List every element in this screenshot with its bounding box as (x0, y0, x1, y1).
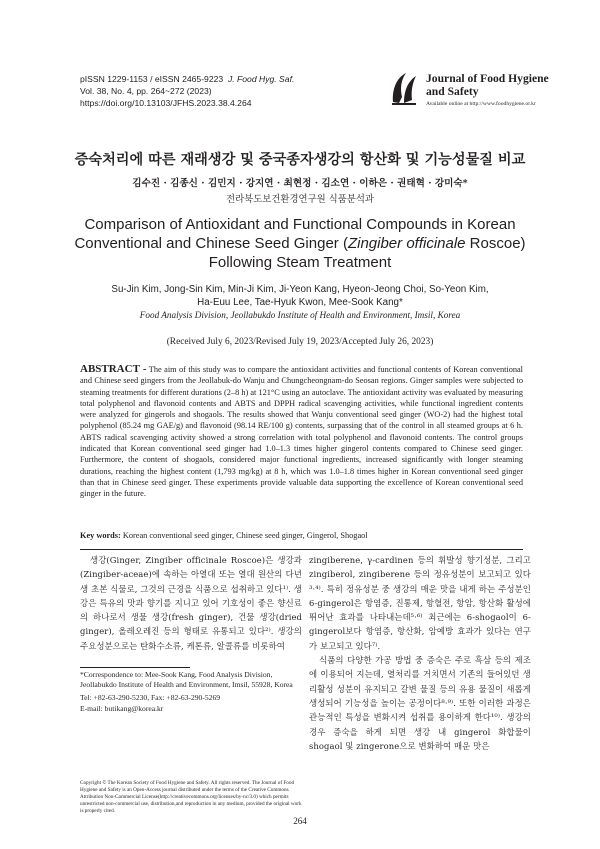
body-paragraph: zingiberene, γ-cardinen 등의 휘발성 향기성분, 그리고 zingiberol, zingiberene 등의 정유성분이 보고되고 있다³·⁴⁾. 특히 정유성분 중 생강의 매운 맛을 내게 하는 주성분인 6-gingerol은 항염증, 진통제, 항혈전, 항암, 항산화 활성에 뛰어난 효과를 나타내는데⁵·⁶⁾ 최근에는 6-shogaol이 6-gingerol보다 항염증, 항산화, 암예방 효과가 있다는 연구가 보고되고 있다⁷⁾. (309, 555, 531, 651)
correspondence-footnote: *Correspondence to: Mee-Sook Kang, Food Analysis Division, Jeollabukdo Institute of Health and Environment, Imsil, 55928, Korea Tel: +82-63-290-5230, Fax: +82-63-290-5269 E-mail: butikang@korea.kr (80, 670, 302, 714)
copyright-notice: Copyright © The Korean Society of Food Hygiene and Safety. All rights reserved. The Journal of Food Hygiene and Safety is an Open-Access journal distributed under the terms of the Creative Commons Attribution Non-Commercial License(http://creativecommons.org/licenses/by-nc/3.0) which permits unrestricted non-commercial use, distribution,and reproduction in any medium, provided the original work is properly cited. (80, 780, 302, 815)
english-authors: Su-Jin Kim, Jong-Sin Kim, Min-Ji Kim, Ji-Yeon Kang, Hyeon-Jeong Choi, So-Yeon Kim, Ha-Euu Lee, Tae-Hyuk Kwon, Mee-Sook Kang* (111, 284, 489, 308)
journal-url[interactable]: Available online at http://www.foodhygiene.or.kr (426, 101, 536, 107)
body-paragraph: 생강(Ginger, Zingiber officinale Roscoe)은 생강과(Zingiber-aceae)에 속하는 아열대 또는 열대 원산의 다년생 초본 식물로, 그것의 근경을 식품으로 섭취하고 있다¹⁾. 생강은 특유의 맛과 향기를 지니고 있어 기호성이 좋은 향신료의 하나로서 생물 생강(fresh ginger), 건물 생강(dried ginger), 올레오레진 등의 형태로 유통되고 있다²⁾. 생강의 주요성분으로는 탄화수소류, 케톤류, 알콜류를 비롯하여 (80, 555, 302, 651)
english-affiliation: Food Analysis Division, Jeollabukdo Institute of Health and Environment, Imsil, Korea (139, 310, 461, 320)
body-left-column (80, 553, 302, 653)
korean-authors: 김수진 · 김종신 · 김민지 · 강지연 · 최현정 · 김소연 · 이하은 · 권태혁 · 강미숙* (132, 178, 468, 189)
journal-logo (390, 70, 550, 118)
keywords-label: Key words: (80, 531, 121, 540)
abstract (80, 364, 523, 500)
journal-emblem-icon (390, 70, 420, 106)
contact-phone: Tel: +82-63-290-5230, Fax: +82-63-290-5269 (80, 693, 221, 703)
received-dates: (Received July 6, 2023/Revised July 19, 2023/Accepted July 26, 2023) (166, 337, 434, 347)
doi-link[interactable]: https://doi.org/10.13103/JFHS.2023.38.4.264 (80, 98, 252, 108)
journal-name: Journal of Food Hygiene and Safety (426, 72, 549, 98)
volume-info: Vol. 38, No. 4, pp. 264~272 (2023) (80, 86, 212, 96)
keywords-text: Korean conventional seed ginger, Chinese seed ginger, Gingerol, Shogaol (120, 531, 368, 540)
page-number: 264 (293, 816, 307, 826)
masthead (80, 73, 294, 109)
journal-abbrev: J. Food Hyg. Saf. (227, 74, 295, 84)
issn: pISSN 1229-1153 / eISSN 2465-9223 (80, 74, 224, 84)
body-right-column (309, 553, 531, 753)
korean-title: 증숙처리에 따른 재래생강 및 중국종자생강의 항산화 및 기능성물질 비교 (74, 152, 526, 168)
species-name: Zingiber officinale (347, 235, 466, 252)
footnote-divider (80, 667, 190, 668)
english-title: Comparison of Antioxidant and Functional Compounds in Korean Conventional and Chinese Seed Ginger (Zingiber officinale Roscoe) Following Steam Treatment (74, 216, 526, 271)
section-divider (80, 549, 523, 550)
korean-affiliation: 전라북도보건환경연구원 식품분석과 (226, 194, 374, 205)
contact-email[interactable]: E-mail: butikang@korea.kr (80, 703, 164, 713)
abstract-text: The aim of this study was to compare the antioxidant activities and functional contents of Korean conventional and Chinese seed gingers from the Jeollabuk-do Wanju and Chungcheongnam-do Seosan regions. Ginger samples were subjected to steaming treatments for different durations (2–8 h) at 121°C using an autoclave. The antioxidant activity was evaluated by measuring total polyphenol and flavonoid contents and ABTS and DPPH radical scavenging activities, while functional ingredient contents were analyzed for gingerols and shogaols. The results showed that Wanju conventional seed ginger (WO-2) had the highest total polyphenol (85.24 mg GAE/g) and flavonoid (98.14 RE/100 g) contents, surpassing that of the control in all steamed groups at 6 h. ABTS radical scavenging activity showed a strong correlation with total polyphenol and flavonoid contents. The control groups indicated that Korean conventional seed ginger had 1.0–1.3 times higher gingerol contents compared to Chinese seed ginger. Furthermore, the content of shogaols, considered major functional ingredients, increased significantly with longer steaming durations, reaching the highest content (1,793 mg/kg) at 8 h, which was 1.0–1.8 times higher in Korean conventional seed ginger than that in Chinese seed ginger. These experiments provide valuable data supporting the excellence of Korean conventional seed ginger in the future. (80, 365, 523, 499)
body-paragraph: 식품의 다양한 가공 방법 중 증숙은 주로 흑삼 등의 제조에 이용되어 지는데, 열처리를 거치면서 기존의 들어있던 생리활성 성분이 유지되고 갈변 물질 등의 유용 물질이 새롭게 생성되어 기능성을 높이는 공정이다⁸·⁹⁾. 또한 이러한 과정은 관능적인 특성을 변화시켜 섭취를 용이하게 한다¹⁰⁾. 생강의 경우 증숙을 하게 되면 생강 내 gingerol 화합물이 shogaol 및 zingerone으로 변화하여 매운 맛은 (309, 655, 531, 751)
abstract-label: ABSTRACT - (80, 363, 147, 375)
keywords (80, 531, 523, 540)
